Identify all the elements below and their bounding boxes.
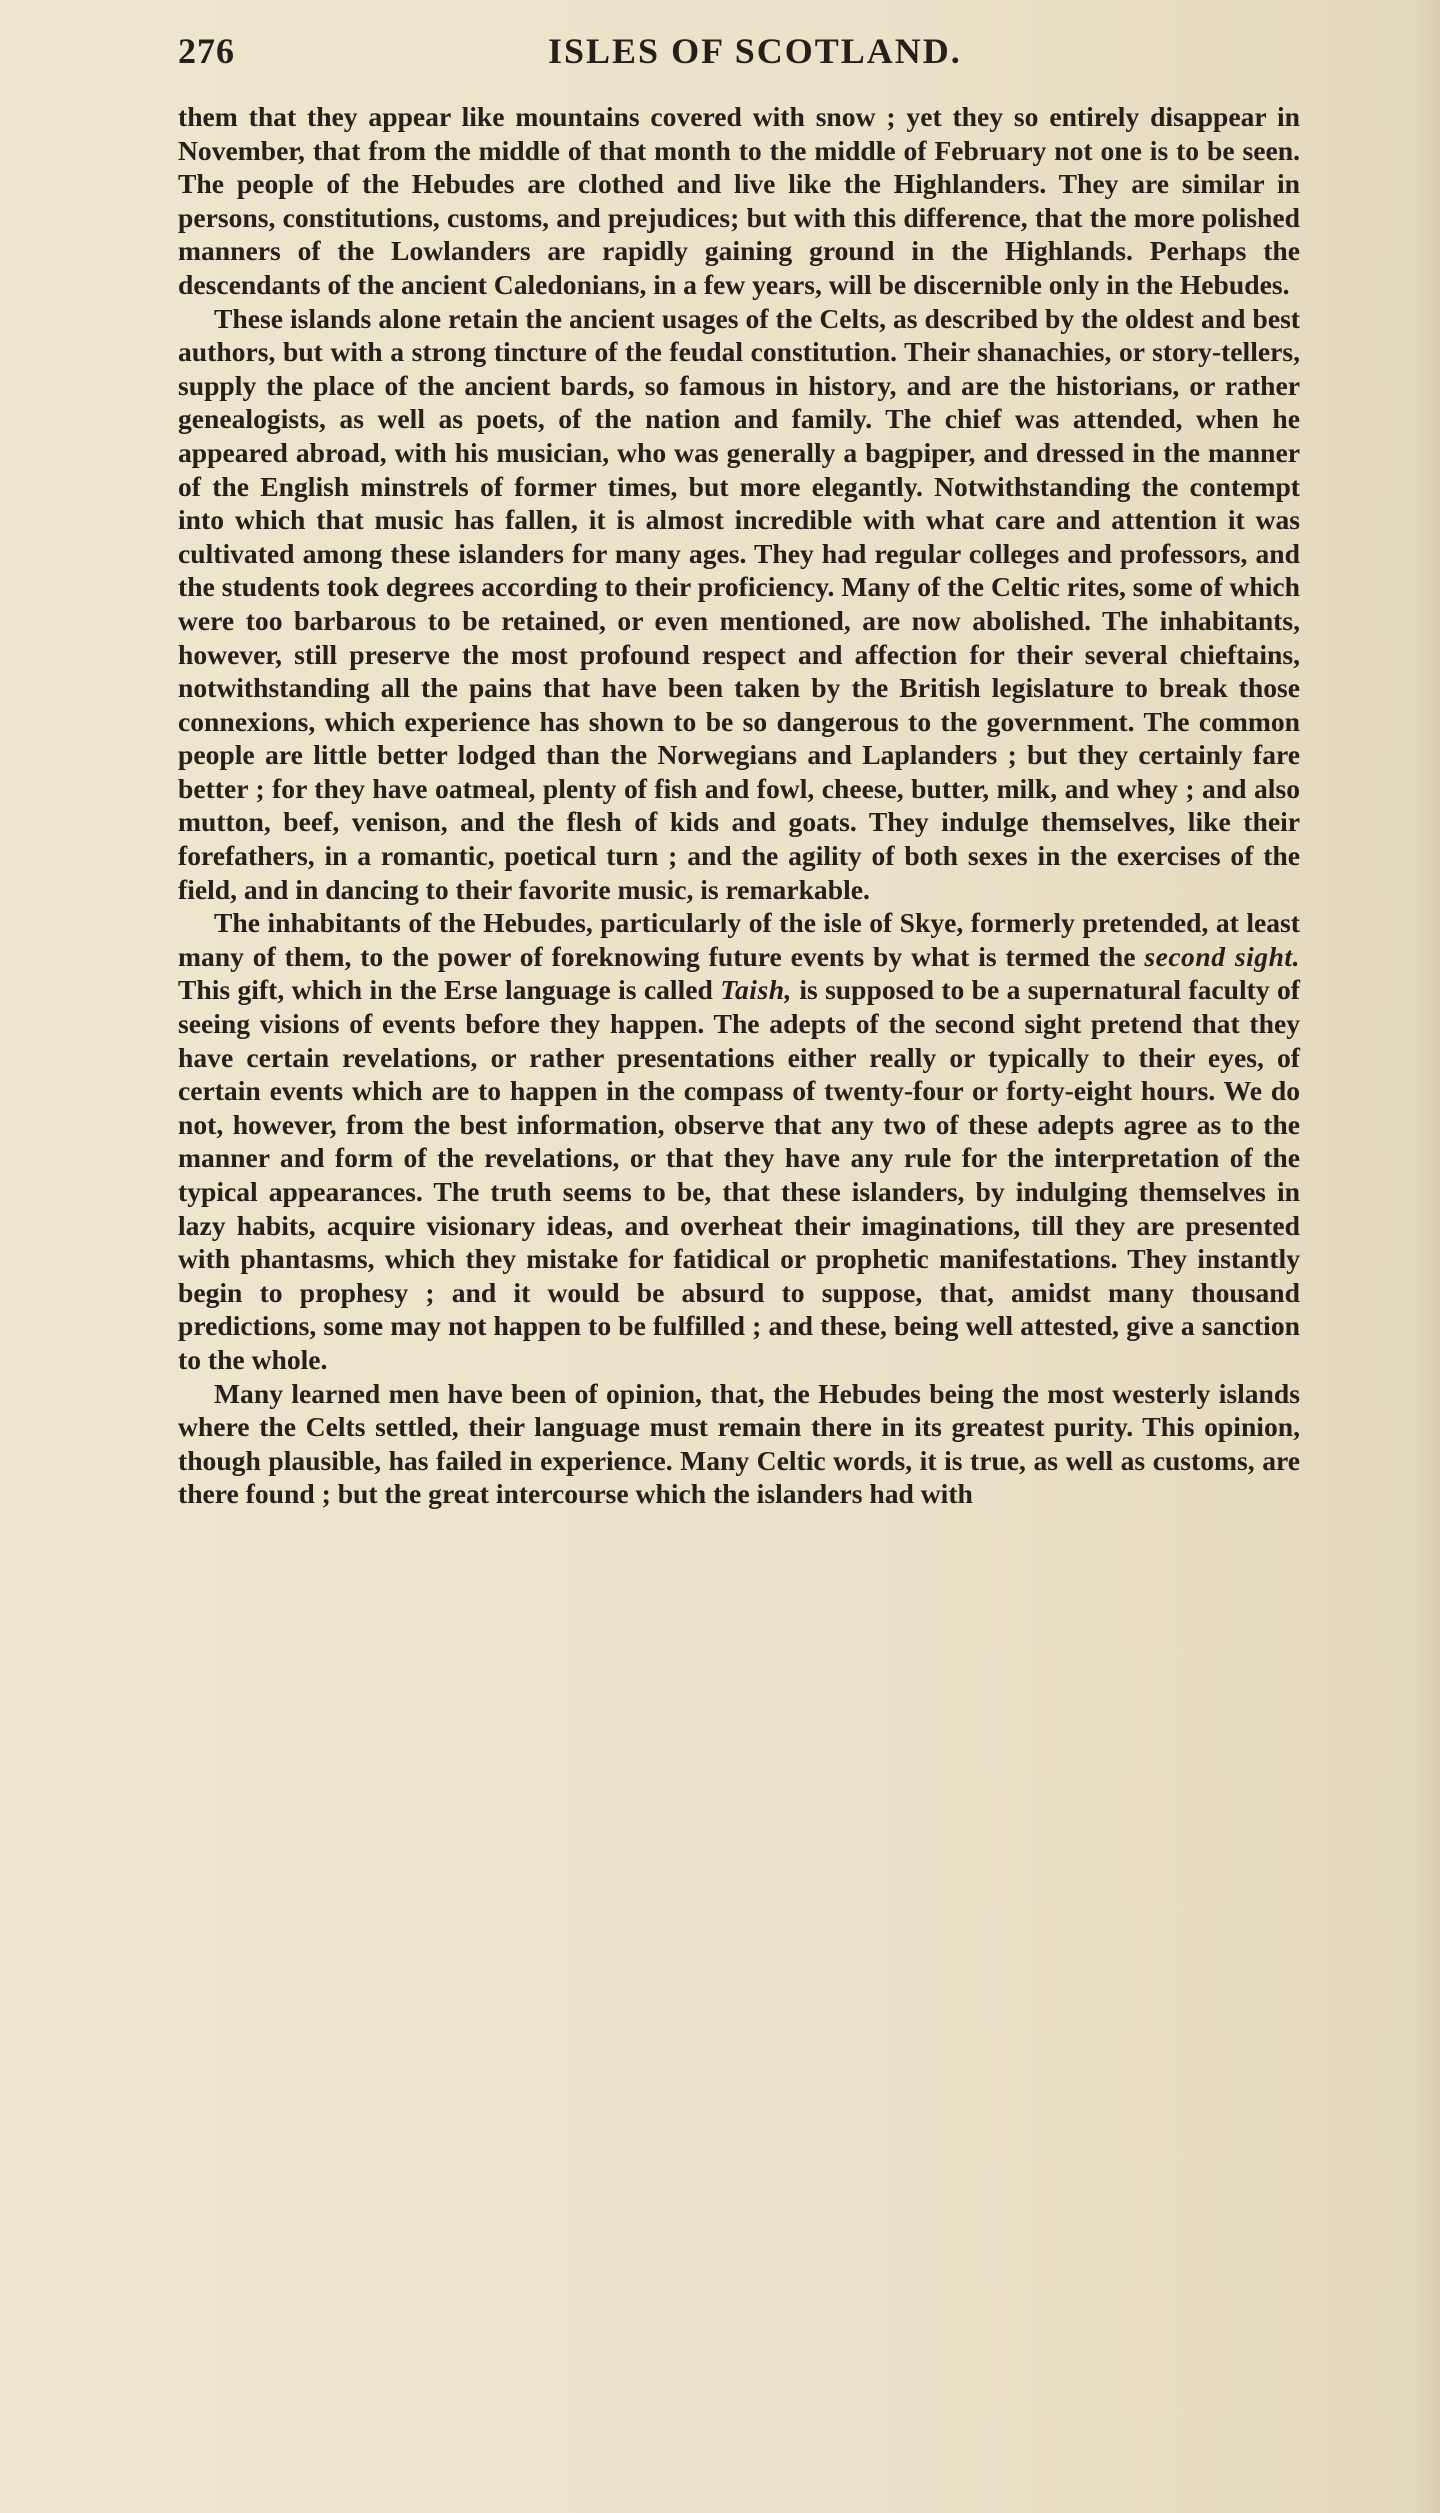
paragraph-2-text: These islands alone retain the ancient usages of the Celts, as described by the oldest and best authors, but with a strong tincture of the feudal constitution. Their shanachies, or story-tellers, supply the place of the ancient bards, so famous in history, and are the historians, or rather genealogists, as well as poets, of the nation and family. The chief was attended, when he appeared abroad, with his musician, who was generally a bagpiper, and dressed in the manner of the English minstrels of former times, but more elegantly. Notwithstanding the contempt into which that music has fallen, it is almost incredible with what care and attention it was cultivated among these islanders for many ages. They had regular colleges and professors, and the students took degrees according to their proficiency. Many of the Celtic rites, some of which were too barbarous to be retained, or even mentioned, are now abolished. The inhabitants, however, still preserve the most profound respect and affection for their several chieftains, notwithstanding all the pains that have been taken by the British legislature to break those connexions, which experience has shown to be so dangerous to the government. The common people are little better lodged than the Norwegians and Laplanders ; but they certainly fare better ; for they have oatmeal, plenty of fish and fowl, cheese, butter, milk, and whey ; and also mutton, beef, venison, and the flesh of kids and goats. They indulge themselves, like their forefathers, in a romantic, poetical turn ; and the agility of both sexes in the exercises of the field, and in dancing to their favorite music, is remarkable. <box>178 302 1300 905</box>
paragraph-3-text-b: This gift, which in the Erse language is called <box>178 974 721 1006</box>
paragraph-2 <box>178 302 1300 907</box>
page-number: 276 <box>178 31 235 71</box>
paragraph-1-text: them that they appear like mountains covered with snow ; yet they so entirely disappear in November, that from the middle of that month to the middle of February not one is to be seen. The people of the Hebudes are clothed and live like the Highlanders. They are similar in persons, constitutions, customs, and prejudices; but with this difference, that the more polished manners of the Lowlanders are rapidly gaining ground in the Highlands. Perhaps the descendants of the ancient Caledonians, in a few years, will be discernible only in the Hebudes. <box>178 101 1300 300</box>
paragraph-4 <box>178 1377 1300 1511</box>
paragraph-3-text-a: The inhabitants of the Hebudes, particularly of the isle of Skye, formerly pretended, at least many of them, to the power of foreknowing future events by what is termed the <box>178 907 1300 972</box>
paragraph-3 <box>178 906 1300 1376</box>
paragraph-3-text-c: is supposed to be a supernatural faculty of seeing visions of events before they happen. The adepts of the second sight pretend that they have certain revelations, or rather presentations either really or typically to their eyes, of certain events which are to happen in the compass of twenty-four or forty-eight hours. We do not, however, from the best information, observe that any two of these adepts agree as to the manner and form of the revelations, or that they have any rule for the interpretation of the typical appearances. The truth seems to be, that these islanders, by indulging themselves in lazy habits, acquire visionary ideas, and overheat their imaginations, till they are presented with phantasms, which they mistake for fatidical or prophetic manifestations. They instantly begin to prophesy ; and it would be absurd to suppose, that, amidst many thousand predictions, some may not happen to be fulfilled ; and these, being well attested, give a sanction to the whole. <box>178 974 1300 1375</box>
page-edge-shadow <box>1412 0 1440 2513</box>
italic-second-sight: second sight. <box>1144 940 1300 972</box>
running-head-title: ISLES OF SCOTLAND. <box>548 31 962 71</box>
paragraph-4-text: Many learned men have been of opinion, that, the Hebudes being the most westerly islands where the Celts settled, their language must remain there in its greatest purity. This opinion, though plausible, has failed in experience. Many Celtic words, it is true, as well as customs, are there found ; but the great intercourse which the islanders had with <box>178 1377 1300 1510</box>
paragraph-1 <box>178 100 1300 302</box>
italic-taish: Taish, <box>720 974 792 1006</box>
body-text <box>178 100 1300 1511</box>
page-header <box>178 22 1358 92</box>
